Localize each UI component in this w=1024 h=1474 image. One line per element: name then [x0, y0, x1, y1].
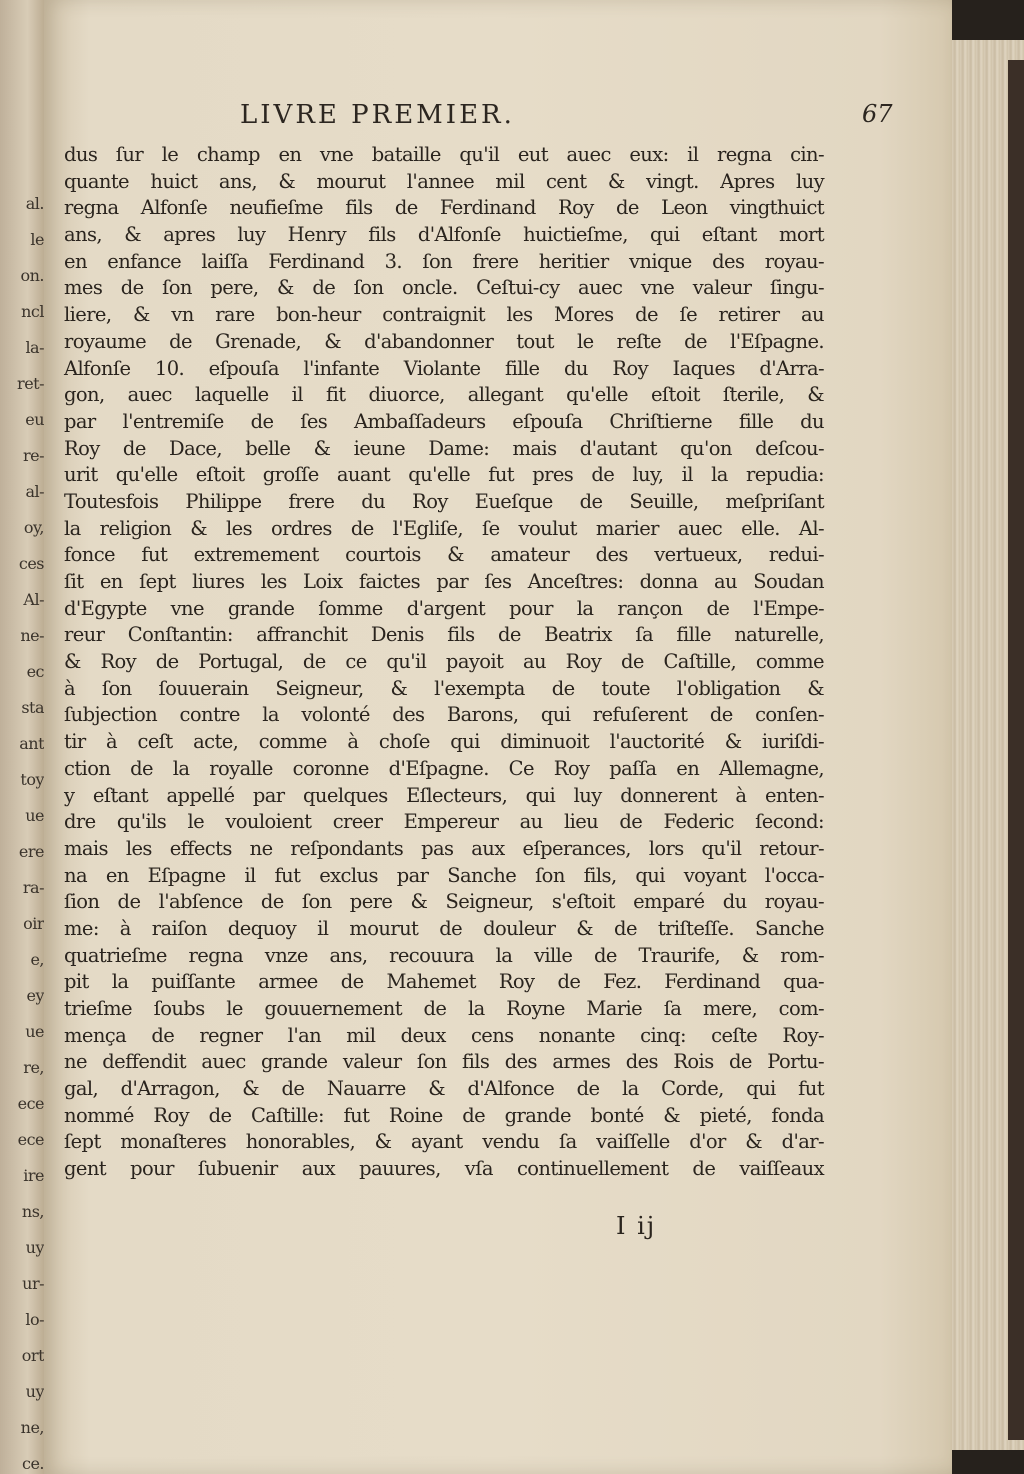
- facing-page-fragment: lo-: [25, 1310, 44, 1329]
- body-text: [64, 142, 824, 1183]
- facing-page-fragment: uy: [25, 1382, 44, 1401]
- text-line: en enfance laiſſa Ferdinand 3. ſon frere heritier vnique des royau-: [64, 249, 824, 273]
- facing-page-fragment: ue: [25, 1022, 44, 1041]
- facing-page-fragment: Al-: [23, 590, 44, 609]
- text-line: quatrieſme regna vnze ans, recouura la ville de Traurife, & rom-: [64, 943, 824, 967]
- text-line: ſept monaſteres honorables, & ayant vendu ſa vaiſſelle d'or & d'ar-: [64, 1130, 824, 1154]
- text-line: mais les effects ne reſpondants pas aux eſperances, lors qu'il retour-: [64, 836, 824, 860]
- text-line: reur Conſtantin: affranchit Denis fils de Beatrix ſa fille naturelle,: [64, 623, 824, 647]
- text-line: Roy de Dace, belle & ieune Dame: mais d'autant qu'on deſcou-: [64, 436, 824, 460]
- text-line: mes de ſon pere, & de ſon oncle. Ceſtui-cy auec vne valeur ſingu-: [64, 276, 824, 300]
- text-line: ne deffendit auec grande valeur ſon fils des armes des Rois de Portu-: [64, 1050, 824, 1074]
- text-line: à ſon ſouuerain Seigneur, & l'exempta de toute l'obligation &: [64, 676, 824, 700]
- facing-page-edge: [0, 0, 46, 1474]
- text-line: urit qu'elle eſtoit groſſe auant qu'elle fut pres de luy, il la repudia:: [64, 463, 824, 487]
- facing-page-fragment: uy: [25, 1238, 44, 1257]
- text-line: pit la puiſſante armee de Mahemet Roy de Fez. Ferdinand qua-: [64, 970, 824, 994]
- text-line: fonce fut extremement courtois & amateur des vertueux, redui-: [64, 543, 824, 567]
- facing-page-fragment: ret-: [17, 374, 44, 393]
- facing-page-fragment: ces: [18, 554, 44, 573]
- facing-page-fragment: ece: [17, 1130, 44, 1149]
- facing-page-fragment: ort: [21, 1346, 44, 1365]
- facing-page-fragment: ur-: [22, 1274, 44, 1293]
- running-head: LIVRE PREMIER.: [240, 100, 515, 130]
- text-line: la religion & les ordres de l'Egliſe, ſe voulut marier auec elle. Al-: [64, 516, 824, 540]
- facing-page-fragment: la-: [25, 338, 44, 357]
- facing-page-text-fragments: [2, 150, 44, 1474]
- facing-page-fragment: al-: [25, 482, 44, 501]
- text-line: ſubjection contre la volonté des Barons, qui refuſerent de conſen-: [64, 703, 824, 727]
- text-line: Alfonſe 10. eſpouſa l'infante Violante fille du Roy Iaques d'Arra-: [64, 356, 824, 380]
- facing-page-fragment: ec: [26, 662, 44, 681]
- text-line: ans, & apres luy Henry fils d'Alfonſe huictieſme, qui eſtant mort: [64, 223, 824, 247]
- text-line: tir à ceſt acte, comme à choſe qui diminuoit l'auctorité & iuriſdi-: [64, 730, 824, 754]
- text-line: gon, auec laquelle il fit diuorce, allegant qu'elle eſtoit ſterile, &: [64, 383, 824, 407]
- text-line: gent pour ſubuenir aux pauures, vſa continuellement de vaiſſeaux: [64, 1157, 824, 1181]
- facing-page-fragment: e,: [30, 950, 44, 969]
- facing-page-fragment: ece: [17, 1094, 44, 1113]
- facing-page-fragment: oy,: [23, 518, 44, 537]
- facing-page-fragment: oir: [23, 914, 44, 933]
- text-line: royaume de Grenade, & d'abandonner tout le reſte de l'Eſpagne.: [64, 329, 824, 353]
- facing-page-fragment: sta: [21, 698, 44, 717]
- binding-edge: [1008, 60, 1024, 1440]
- facing-page-fragment: ant: [19, 734, 44, 753]
- facing-page-fragment: ue: [25, 806, 44, 825]
- text-line: trieſme ſoubs le gouuernement de la Royne Marie ſa mere, com-: [64, 997, 824, 1020]
- text-line: dre qu'ils le vouloient creer Empereur au lieu de Federic ſecond:: [64, 810, 824, 834]
- text-line: nommé Roy de Caſtille: fut Roine de grande bonté & pieté, fonda: [64, 1103, 824, 1127]
- facing-page-fragment: on.: [20, 266, 44, 285]
- facing-page-fragment: re,: [23, 1058, 44, 1077]
- facing-page-fragment: ra-: [22, 878, 44, 897]
- text-line: ction de la royalle coronne d'Eſpagne. Ce Roy paſſa en Allemagne,: [64, 756, 824, 780]
- facing-page-fragment: ey: [26, 986, 44, 1005]
- text-line: & Roy de Portugal, de ce qu'il payoit au Roy de Caſtille, comme: [64, 650, 824, 674]
- text-line: y eſtant appellé par quelques Eſlecteurs, qui luy donnerent à enten-: [64, 783, 824, 807]
- facing-page-fragment: al.: [25, 194, 44, 213]
- facing-page-fragment: ne-: [20, 626, 44, 645]
- text-line: d'Egypte vne grande ſomme d'argent pour la rançon de l'Empe-: [64, 596, 824, 620]
- signature-mark: I ij: [616, 1212, 657, 1240]
- facing-page-fragment: eu: [25, 410, 44, 429]
- text-line: me: à raiſon dequoy il mourut de douleur & de triſteſſe. Sanche: [64, 916, 824, 940]
- facing-page-fragment: re-: [22, 446, 44, 465]
- text-line: quante huict ans, & mourut l'annee mil cent & vingt. Apres luy: [64, 169, 824, 193]
- text-line: par l'entremiſe de ſes Ambaſſadeurs eſpouſa Chriſtierne fille du: [64, 409, 824, 433]
- facing-page-fragment: ncl: [21, 302, 44, 321]
- facing-page-fragment: ns,: [21, 1202, 44, 1221]
- text-line: na en Eſpagne il fut exclus par Sanche ſon fils, qui voyant l'occa-: [64, 863, 824, 887]
- text-line: liere, & vn rare bon-heur contraignit les Mores de ſe retirer au: [64, 303, 824, 327]
- facing-page-fragment: ere: [18, 842, 44, 861]
- facing-page-fragment: ire: [23, 1166, 44, 1185]
- facing-page-fragment: toy: [20, 770, 44, 789]
- facing-page-fragment: ne,: [20, 1418, 44, 1437]
- page-number: 67: [862, 100, 893, 128]
- text-line: regna Alfonſe neufieſme fils de Ferdinand Roy de Leon vingthuict: [64, 196, 824, 220]
- text-line: gal, d'Arragon, & de Nauarre & d'Alfonce de la Corde, qui fut: [64, 1077, 824, 1101]
- facing-page-fragment: ce.: [21, 1454, 44, 1473]
- text-line: ſit en ſept liures les Loix faictes par ſes Anceſtres: donna au Soudan: [64, 570, 824, 593]
- facing-page-fragment: [2, 150, 44, 186]
- facing-page-fragment: le: [30, 230, 44, 249]
- text-line: ſion de l'abſence de ſon pere & Seigneur, s'eſtoit emparé du royau-: [64, 890, 824, 914]
- text-line: mença de regner l'an mil deux cens nonante cinq: ceſte Roy-: [64, 1023, 824, 1047]
- text-line: Toutesfois Philippe frere du Roy Eueſque de Seuille, meſpriſant: [64, 489, 824, 513]
- text-line: dus ſur le champ en vne bataille qu'il eut auec eux: il regna cin-: [64, 143, 824, 166]
